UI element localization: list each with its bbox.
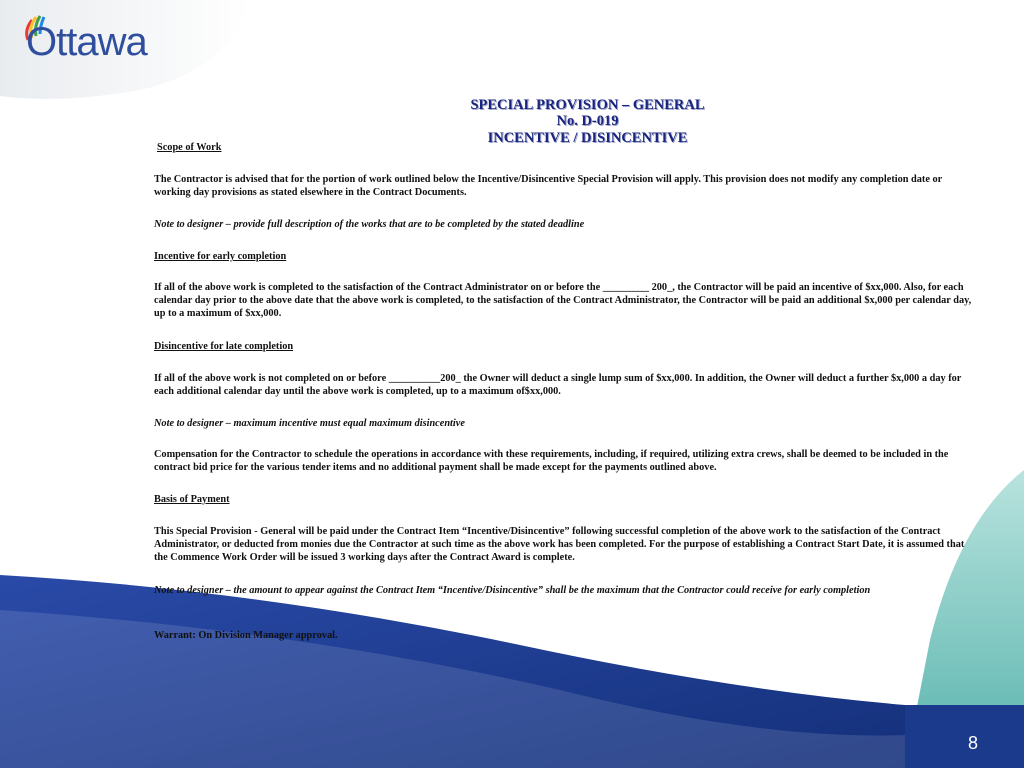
basis-text: This Special Provision - General will be paid under the Contract Item “Incentive/Disincentive” following successful completion of the above work to the satisfaction of the Contract Administrator, or deducted from monies due the Contractor at such time as the above work has been completed. For the purpose of establishing a Contract Start Date, it is assumed that the Commence Work Order will be issued 3 working days after the Contract Award is complete. bbox=[154, 526, 965, 563]
basis-heading: Basis of Payment bbox=[154, 494, 230, 505]
incentive-heading: Incentive for early completion bbox=[154, 251, 287, 262]
ottawa-logo-text: Ottawa bbox=[26, 20, 147, 64]
designer-note-1: Note to designer – provide full description of the works that are to be completed by the stated deadline bbox=[154, 219, 585, 230]
compensation-text: Compensation for the Contractor to schedule the operations in accordance with these requirements, including, if required, utilizing extra crews, shall be deemed to be included in the contract bid price for the various tender items and no additional payment shall be made except for the payments outlined above. bbox=[154, 449, 949, 473]
doc-title-line2: No. D-019 bbox=[556, 113, 619, 129]
doc-title-line1: SPECIAL PROVISION – GENERAL bbox=[470, 97, 705, 113]
designer-note-3: Note to designer – the amount to appear against the Contract Item “Incentive/Disincentive” shall be the maximum that the Contractor could receive for early completion bbox=[154, 585, 871, 596]
scope-text: The Contractor is advised that for the portion of work outlined below the Incentive/Disincentive Special Provision will apply. This provision does not modify any completion date or working day provisions as stated elsewhere in the Contract Documents. bbox=[154, 174, 943, 198]
warrant-text: Warrant: On Division Manager approval. bbox=[154, 630, 338, 641]
designer-note-2: Note to designer – maximum incentive must equal maximum disincentive bbox=[154, 418, 465, 429]
doc-title-line3: INCENTIVE / DISINCENTIVE bbox=[487, 130, 688, 146]
page-number: 8 bbox=[967, 733, 978, 753]
incentive-text: If all of the above work is completed to the satisfaction of the Contract Administrator on or before the _________ 200_, the Contractor will be paid an incentive of $xx,000. Also, for each calendar day prior to the above date that the above work is completed, to the satisfaction of the Contract Administrator, the Contractor will be paid an additional $x,000 per calendar day, up to a maximum of $xx,000. bbox=[154, 282, 972, 319]
disincentive-text: If all of the above work is not completed on or before __________200_ the Owner will deduct a single lump sum of $xx,000. In addition, the Owner will deduct a further $x,000 a day for each additional calendar day until the above work is completed, up to a maximum of$xx,000. bbox=[154, 373, 962, 397]
disincentive-heading: Disincentive for late completion bbox=[154, 341, 294, 352]
scope-heading: Scope of Work bbox=[157, 142, 222, 153]
